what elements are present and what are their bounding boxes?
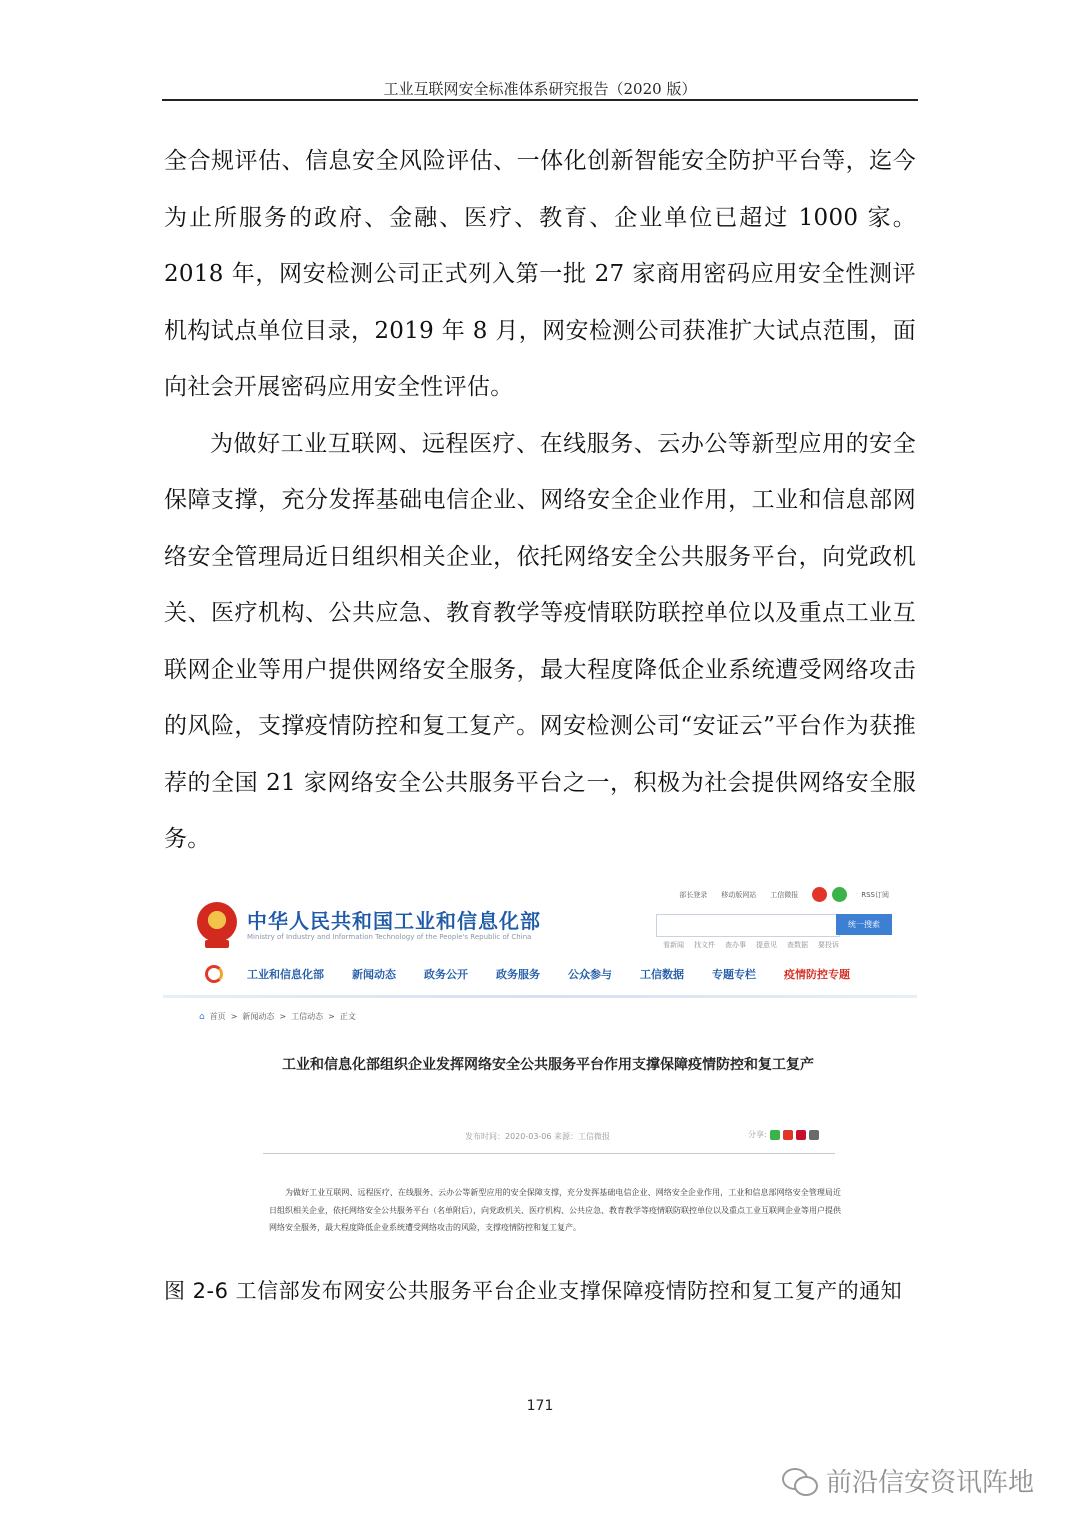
site-title: 中华人民共和国工业和信息化部 <box>247 909 541 933</box>
article-title: 工业和信息化部组织企业发挥网络安全公共服务平台作用支撑保障疫情防控和复工复产 <box>282 1057 814 1073</box>
nav-item-data[interactable]: 工信数据 <box>640 968 684 981</box>
nav-item-ministry[interactable]: 工业和信息化部 <box>247 968 324 981</box>
main-nav <box>205 965 878 983</box>
figure-caption: 图 2-6 工信部发布网安公共服务平台企业支撑保障疫情防控和复工复产的通知 <box>164 1279 903 1303</box>
top-link-mobile[interactable]: 移动版网站 <box>721 890 757 899</box>
top-link-weibao[interactable]: 工信微报 <box>770 890 799 899</box>
quick-link-services[interactable]: 查办事 <box>725 941 746 949</box>
top-links <box>679 887 889 902</box>
paragraph-1: 全合规评估、信息安全风险评估、一体化创新智能安全防护平台等，迄今为止所服务的政府、金融、医疗、教育、企业单位已超过 1000 家。2018 年，网安检测公司正式列入第一批 27 家商用密码应用安全性测评机构试点单位目录，2019 年 8 月，网安检测公司获准扩大试点范围，面向社会开展密码应用安全性评估。 <box>164 148 916 400</box>
home-icon: ⌂ <box>199 1011 205 1022</box>
nav-item-news[interactable]: 新闻动态 <box>352 968 396 981</box>
body-text <box>164 133 916 868</box>
article-body: 为做好工业互联网、远程医疗、在线服务、云办公等新型应用的安全保障支撑，充分发挥基础电信企业、网络安全企业作用，工业和信息部网络安全管理局近日组织相关企业，依托网络安全公共服务平台（名单附后），向党政机关、医疗机构、公共应急、教育教学等疫情联防联控单位以及重点工业互联网企业等用户提供网络安全服务，最大程度降低企业系统遭受网络攻击的风险，支撑疫情防控和复工复产。 <box>269 1188 841 1232</box>
article-divider <box>263 1153 835 1154</box>
nav-item-participation[interactable]: 公众参与 <box>568 968 612 981</box>
watermark-text: 前沿信安资讯阵地 <box>826 1468 1035 1498</box>
breadcrumb <box>199 1011 356 1022</box>
search-input[interactable] <box>656 914 840 937</box>
quick-link-news[interactable]: 看新闻 <box>663 941 684 949</box>
watermark <box>782 1462 1034 1499</box>
search-button[interactable]: 统一搜索 <box>836 914 892 935</box>
site-subtitle: Ministry of Industry and Information Technology of the People's Republic of China <box>247 933 532 941</box>
breadcrumb-dynamics[interactable]: 工信动态 <box>291 1012 324 1021</box>
breadcrumb-separator: > <box>279 1012 287 1021</box>
paragraph-2: 为做好工业互联网、远程医疗、在线服务、云办公等新型应用的安全保障支撑，充分发挥基础电信企业、网络安全企业作用，工业和信息部网络安全管理局近日组织相关企业，依托网络安全公共服务平台，向党政机关、医疗机构、公共应急、教育教学等疫情联防联控单位以及重点工业互联网企业等用户提供网络安全服务，最大程度降低企业系统遭受网络攻击的风险，支撑疫情防控和复工复产。网安检测公司“安证云”平台作为获推荐的全国 21 家网络安全公共服务平台之一，积极为社会提供网络安全服务。 <box>164 430 916 852</box>
breadcrumb-current: 正文 <box>339 1012 356 1021</box>
quick-link-files[interactable]: 找文件 <box>694 941 715 949</box>
header-rule <box>162 99 918 101</box>
embedded-website-screenshot <box>163 875 917 1247</box>
wechat-icon[interactable] <box>832 887 847 902</box>
share-weibo-icon[interactable] <box>783 1130 793 1140</box>
share-wechat-icon[interactable] <box>770 1130 780 1140</box>
national-emblem-icon <box>197 902 237 942</box>
nav-item-disclosure[interactable]: 政务公开 <box>424 968 468 981</box>
top-link-rss[interactable]: RSS订阅 <box>861 890 889 899</box>
social-icons <box>812 887 847 902</box>
nav-logo-icon <box>205 965 223 983</box>
nav-item-services[interactable]: 政务服务 <box>496 968 540 981</box>
breadcrumb-home[interactable]: 首页 <box>209 1012 226 1021</box>
wechat-logo-icon <box>782 1466 818 1496</box>
share-label: 分享: <box>748 1130 767 1139</box>
nav-item-epidemic[interactable]: 疫情防控专题 <box>784 968 850 981</box>
page-number: 171 <box>526 1398 554 1414</box>
article-meta: 发布时间：2020-03-06 来源：工信微报 <box>465 1132 611 1141</box>
share-renren-icon[interactable] <box>796 1130 806 1140</box>
quick-link-feedback[interactable]: 提意见 <box>756 941 777 949</box>
share-bar <box>748 1129 819 1140</box>
breadcrumb-separator: > <box>328 1012 335 1021</box>
nav-divider <box>163 995 917 998</box>
quick-links <box>663 940 839 950</box>
top-link-login[interactable]: 部长登录 <box>679 890 708 899</box>
breadcrumb-separator: > <box>230 1012 238 1021</box>
nav-item-topics[interactable]: 专题专栏 <box>712 968 756 981</box>
quick-link-data[interactable]: 查数据 <box>787 941 808 949</box>
quick-link-complaint[interactable]: 要投诉 <box>818 941 839 949</box>
share-print-icon[interactable] <box>809 1130 819 1140</box>
breadcrumb-news[interactable]: 新闻动态 <box>242 1012 275 1021</box>
weibo-icon[interactable] <box>812 887 827 902</box>
running-header: 工业互联网安全标准体系研究报告（2020 版） <box>383 80 697 98</box>
